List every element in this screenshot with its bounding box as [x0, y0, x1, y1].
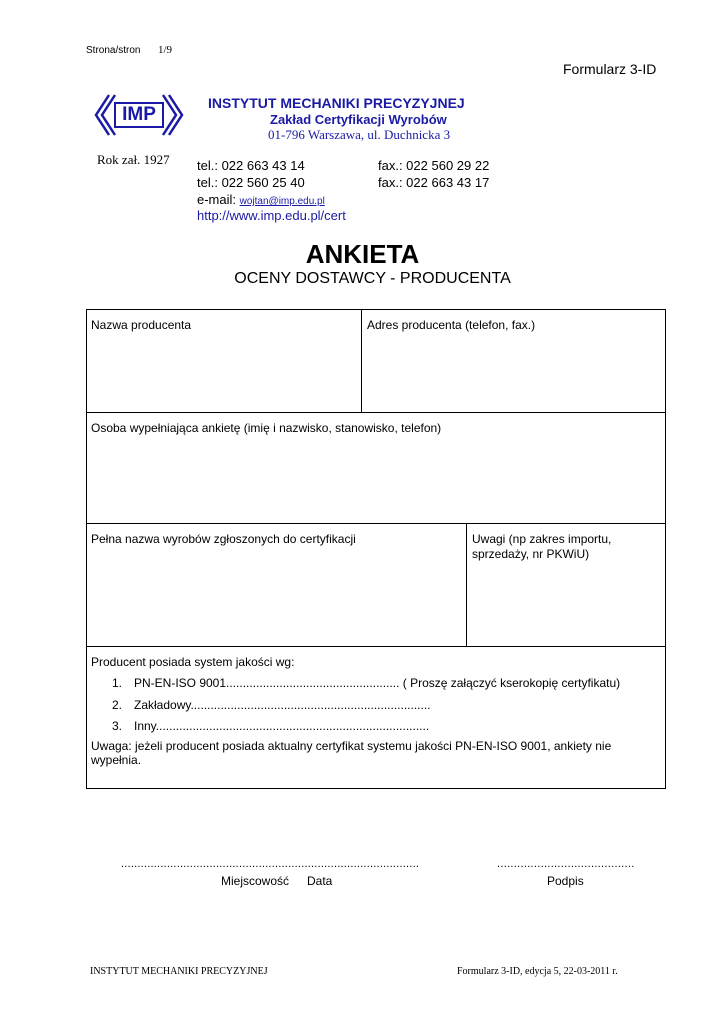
- quality-item-3[interactable]: [112, 719, 429, 733]
- place-date-line[interactable]: ...........................................................................................: [121, 858, 420, 870]
- quality-item-text: Zakładowy........................................................................: [134, 698, 431, 712]
- phone-2: tel.: 022 560 25 40: [197, 175, 305, 190]
- date-label: Data: [307, 874, 333, 888]
- footer-edition: Formularz 3-ID, edycja 5, 22-03-2011 r.: [457, 966, 618, 977]
- document-title: ANKIETA: [305, 239, 420, 269]
- quality-item-text: PN-EN-ISO 9001.................................................... ( Proszę załączyć kserokopię certyfikatu): [134, 676, 621, 690]
- institute-address: 01-796 Warszawa, ul. Duchnicka 3: [268, 127, 451, 142]
- imp-logo: [93, 92, 185, 138]
- website-link[interactable]: http://www.imp.edu.pl/cert: [197, 208, 346, 223]
- quality-item-number: 1.: [112, 676, 123, 690]
- imp-logo-text: IMP: [122, 104, 156, 125]
- email-label: e-mail:: [197, 192, 237, 207]
- quality-item-2[interactable]: [112, 698, 431, 712]
- quality-item-1[interactable]: [112, 676, 620, 690]
- fax-2: fax.: 022 663 43 17: [378, 175, 490, 190]
- institute-name: INSTYTUT MECHANIKI PRECYZYJNEJ: [208, 95, 465, 111]
- producer-name-field[interactable]: Nazwa producenta: [91, 318, 192, 332]
- department-name: Zakład Certyfikacji Wyrobów: [270, 112, 447, 127]
- row-divider-2: [86, 523, 666, 524]
- place-label: Miejscowość: [221, 874, 290, 888]
- quality-item-number: 3.: [112, 719, 123, 733]
- fax-1: fax.: 022 560 29 22: [378, 158, 490, 173]
- email-row: [197, 192, 325, 207]
- signature-label: Podpis: [547, 874, 584, 888]
- quality-item-number: 2.: [112, 698, 123, 712]
- row-divider-3: [86, 646, 666, 647]
- products-field[interactable]: Pełna nazwa wyrobów zgłoszonych do certyfikacji: [91, 532, 356, 546]
- signature-line[interactable]: .........................................: [497, 858, 635, 870]
- remarks-label-line2: sprzedaży, nr PKWiU): [472, 547, 590, 561]
- note-line-1: Uwaga: jeżeli producent posiada aktualny certyfikat systemu jakości PN-EN-ISO 9001, ankiety nie: [91, 739, 612, 753]
- founded-year: Rok zał. 1927: [97, 152, 170, 167]
- phone-1: tel.: 022 663 43 14: [197, 158, 305, 173]
- col-divider-1: [361, 309, 362, 413]
- page-number: 1/9: [158, 44, 173, 56]
- email-link[interactable]: wojtan@imp.edu.pl: [239, 196, 325, 207]
- document-subtitle: OCENY DOSTAWCY - PRODUCENTA: [234, 270, 511, 287]
- col-divider-2: [466, 523, 467, 647]
- row-divider-1: [86, 412, 666, 413]
- remarks-field[interactable]: [472, 532, 611, 562]
- quality-item-text: Inny..................................................................................: [134, 719, 430, 733]
- remarks-label-line1: Uwagi (np zakres importu,: [472, 532, 612, 546]
- footer-institute: INSTYTUT MECHANIKI PRECYZYJNEJ: [90, 966, 268, 977]
- form-id: Formularz 3-ID: [563, 61, 657, 77]
- producer-address-field[interactable]: Adres producenta (telefon, fax.): [367, 318, 536, 332]
- page-counter-label: Strona/stron: [86, 45, 141, 56]
- note-line-2: wypełnia.: [91, 753, 142, 767]
- quality-intro: Producent posiada system jakości wg:: [91, 655, 295, 669]
- respondent-field[interactable]: Osoba wypełniająca ankietę (imię i nazwisko, stanowisko, telefon): [91, 421, 442, 435]
